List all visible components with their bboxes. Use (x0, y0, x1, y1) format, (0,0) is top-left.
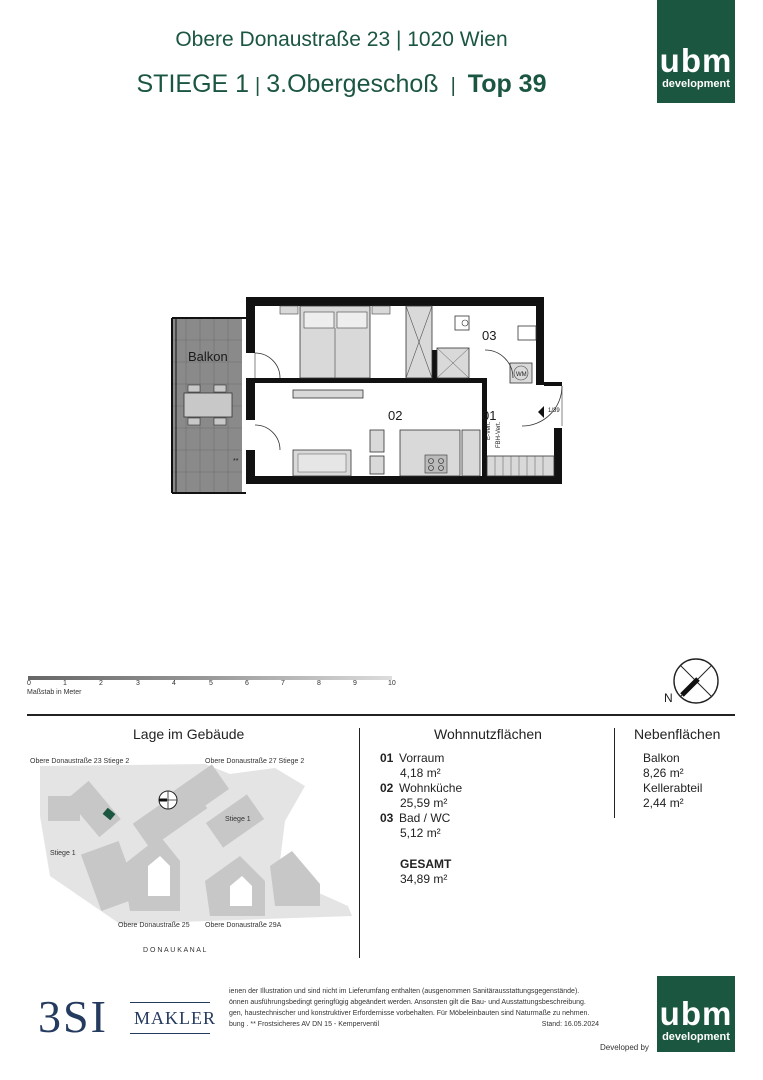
scale-tick-4: 4 (172, 680, 176, 687)
living-row-03 (380, 811, 450, 841)
north-arrow-icon (670, 655, 722, 707)
scale-tick-8: 8 (317, 680, 321, 687)
brand-divider-2 (130, 1033, 210, 1034)
bed (280, 306, 390, 378)
scale-tick-1: 1 (63, 680, 67, 687)
scale-tick-5: 5 (209, 680, 213, 687)
unit-label: Top 39 (467, 70, 547, 98)
extra-title: Nebenflächen (634, 726, 721, 742)
extra-row-name: Balkon (643, 751, 680, 765)
living-row-name: Vorraum (399, 751, 445, 765)
disclaimer-note: bung . ** Frostsicheres AV DN 15 - Kemperventil (229, 1021, 380, 1028)
living-row-name: Wohnküche (399, 781, 463, 795)
disclaimer-line-2: önnen ausführungsbedingt geringfügig abgeändert werden. Ansonsten gilt die Bau- und Ausstattungsbeschreibung. (229, 999, 586, 1006)
room-01-label: 01 (482, 408, 497, 423)
living-row-no: 01 (380, 751, 394, 765)
living-title: Wohnnutzflächen (434, 726, 542, 742)
ubm-logo-top (657, 0, 735, 103)
site-label-a: Obere Donaustraße 23 Stiege 2 (30, 758, 130, 765)
living-total-value: 34,89 m² (400, 872, 448, 886)
extra-row-area: 2,44 m² (643, 796, 684, 810)
extra-row-keller (643, 781, 702, 811)
living-row-area: 5,12 m² (400, 826, 441, 840)
room-03-label: 03 (482, 328, 497, 343)
living-total-label: GESAMT (400, 857, 452, 871)
living-total (400, 857, 451, 887)
living-row-02 (380, 781, 462, 811)
brand-3si: 3SI (38, 991, 108, 1042)
extra-row-area: 8,26 m² (643, 766, 684, 780)
logo-sub: development (662, 78, 730, 90)
living-row-01 (380, 751, 444, 781)
living-row-area: 4,18 m² (400, 766, 441, 780)
note-star-label: ** (233, 458, 239, 465)
top-ref-label: 1/39 (548, 408, 560, 414)
floor-plan (160, 290, 580, 500)
location-title: Lage im Gebäude (133, 726, 245, 742)
address-line: Obere Donaustraße 23 | 1020 Wien (175, 28, 508, 51)
north-label: N (664, 691, 673, 705)
logo-mark: ubm (659, 42, 733, 79)
scale-tick-2: 2 (99, 680, 103, 687)
brand-3si-logo (38, 990, 218, 1050)
vert-label-2: FBH-Vert. (496, 421, 502, 448)
site-label-e: Obere Donaustraße 25 (118, 922, 190, 929)
disclaimer-line-4 (229, 1019, 601, 1030)
scale-tick-3: 3 (136, 680, 140, 687)
ubm-logo-bottom (657, 976, 735, 1052)
extra-row-name: Kellerabteil (643, 781, 703, 795)
stand-date: Stand: 16.05.2024 (541, 1021, 599, 1028)
site-plan (30, 756, 355, 941)
floor-label: 3.Obergeschoß (266, 70, 439, 98)
brand-makler: MAKLER (134, 1008, 216, 1028)
scale-tick-0: 0 (27, 680, 31, 687)
site-label-d: Stiege 1 (50, 850, 76, 857)
disclaimer-line-1: ienen der Illustration und sind nicht im Lieferumfang enthalten (ausgenommen Sanitärausstattungsgegenstände). (229, 988, 580, 995)
living-row-name: Bad / WC (399, 811, 451, 825)
developed-by: Developed by (600, 1043, 649, 1052)
stair-label: STIEGE 1 (136, 70, 250, 98)
divider (27, 714, 735, 716)
living-row-no: 03 (380, 811, 394, 825)
balcony-label: Balkon (188, 349, 228, 364)
extra-row-balkon (643, 751, 684, 781)
logo-sub: development (662, 1031, 730, 1043)
column-divider-2 (614, 728, 615, 818)
site-label-c: Stiege 1 (225, 816, 251, 823)
site-label-f: Obere Donaustraße 29A (205, 922, 282, 929)
unit-line: STIEGE 1 | 3.Obergeschoß | Top 39 (136, 70, 547, 98)
room-02-label: 02 (388, 408, 403, 423)
scale-caption: Maßstab in Meter (27, 689, 82, 696)
vert-label-1: E-Vert. (486, 421, 492, 440)
scale-tick-10: 10 (388, 680, 396, 687)
logo-mark: ubm (659, 995, 733, 1032)
scale-tick-6: 6 (245, 680, 249, 687)
column-divider-1 (359, 728, 360, 958)
living-row-no: 02 (380, 781, 394, 795)
balcony-area (172, 318, 246, 493)
scale-tick-7: 7 (281, 680, 285, 687)
site-label-b: Obere Donaustraße 27 Stiege 2 (205, 758, 305, 765)
living-row-area: 25,59 m² (400, 796, 448, 810)
brand-divider (130, 1002, 210, 1003)
disclaimer-line-3: gen, haustechnischer und konstruktiver Erfordernisse vorbehalten. Für Möbeleinbauten sind Naturmaße zu nehmen. (229, 1010, 590, 1017)
site-label-g: D O N A U K A N A L (143, 947, 207, 954)
disclaimer (229, 986, 601, 1030)
wm-label: WM (516, 372, 527, 378)
scale-tick-9: 9 (353, 680, 357, 687)
